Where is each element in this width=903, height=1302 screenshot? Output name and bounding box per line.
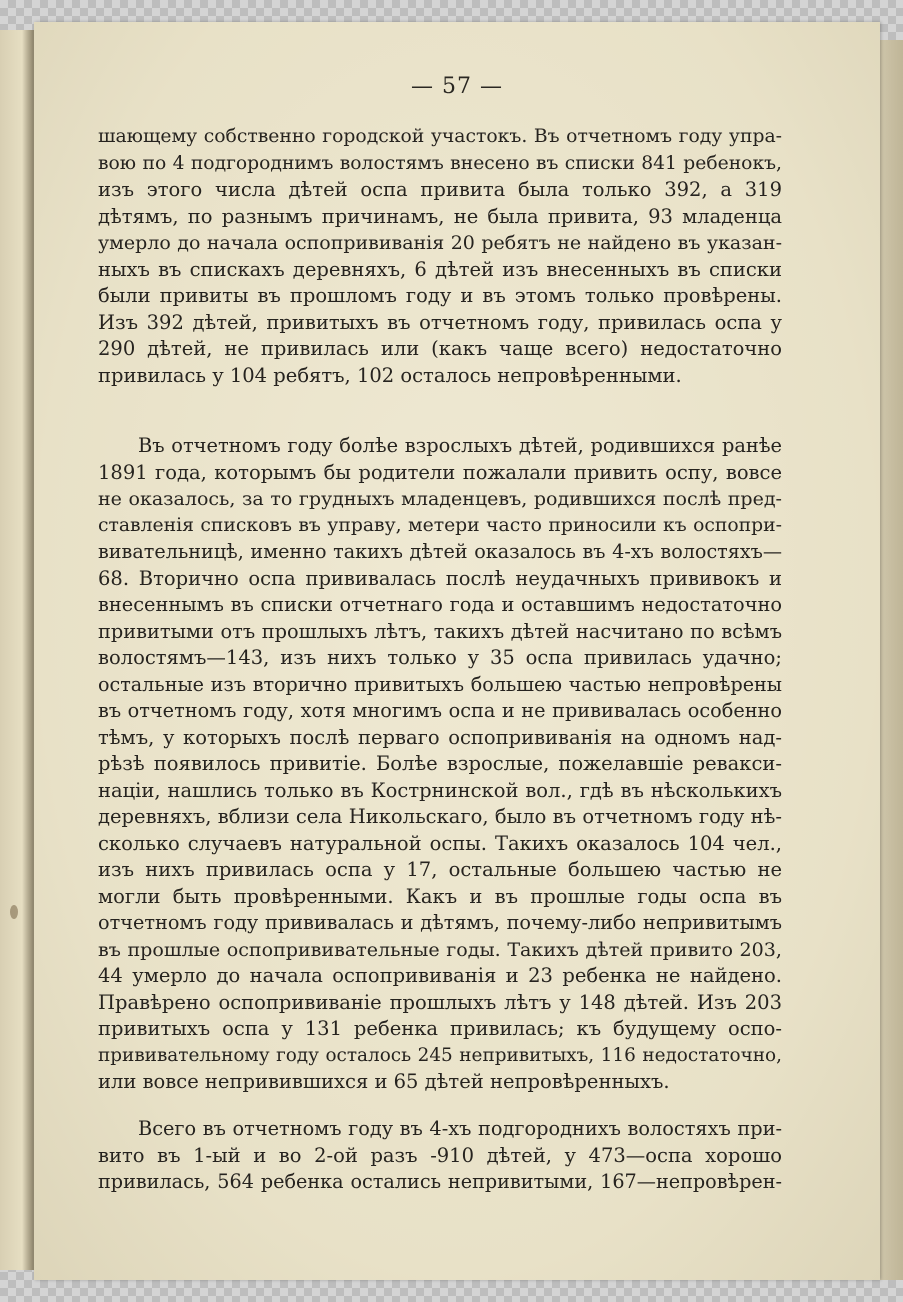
paper-stain [10, 905, 18, 919]
text-line: изъ нихъ привилась оспа у 17, остальные большею частью не [98, 858, 782, 881]
text-line: сколько случаевъ натуральной оспы. Такихъ оказалось 104 чел., [98, 831, 782, 855]
text-line: вою по 4 подгороднимъ волостямъ внесено въ списки 841 ребенокъ, [98, 152, 782, 174]
text-line: умерло до начала оспопрививанія 20 ребятъ не найдено въ указан- [98, 232, 782, 254]
text-line: 68. Вторично оспа прививалась послѣ неудачныхъ прививокъ и [98, 566, 782, 590]
text-line: деревняхъ, вблизи села Никольскаго, было въ отчетномъ году нѣ- [98, 805, 782, 828]
paragraph-2 [98, 433, 782, 1096]
text-line: внесеннымъ въ списки отчетнаго года и оставшимъ недостаточно [98, 593, 782, 616]
text-line: Изъ 392 дѣтей, привитыхъ въ отчетномъ году, привилась оспа у [98, 310, 782, 334]
text-line: привилась, 564 ребенка остались непривитыми, 167—непровѣрен- [98, 1170, 782, 1193]
text-line: вито въ 1-ый и во 2-ой разъ -910 дѣтей, у 473—оспа хорошо [98, 1143, 782, 1167]
text-line: прививательному году осталось 245 непривитыхъ, 116 недостаточно, [98, 1044, 782, 1066]
text-line: 290 дѣтей, не привилась или (какъ чаще всего) недостаточно [98, 337, 782, 360]
text-line: привилась у 104 ребятъ, 102 осталось непровѣренными. [98, 363, 682, 387]
text-line: 44 умерло до начала оспопрививанія и 23 ребенка не найдено. [98, 964, 782, 987]
text-line: шающему собственно городской участокъ. Въ отчетномъ году упра- [98, 126, 782, 147]
text-line: не оказалось, за то грудныхъ младенцевъ, родившихся послѣ пред- [98, 488, 782, 510]
text-line: ставленія списковъ въ управу, метери часто приносили къ оспопри- [98, 514, 782, 536]
text-line: отчетномъ году прививалась и дѣтямъ, почему-либо непривитымъ [98, 911, 782, 934]
book-page [34, 22, 880, 1280]
text-line: были привиты въ прошломъ году и въ этомъ только провѣрены. [98, 284, 782, 307]
text-line: волостямъ—143, изъ нихъ только у 35 оспа привилась удачно; [98, 646, 782, 669]
text-line: могли быть провѣренными. Какъ и въ прошлые годы оспа въ [98, 884, 782, 908]
text-line: въ отчетномъ году, хотя многимъ оспа и не прививалась особенно [98, 699, 782, 722]
paragraph-1 [98, 124, 782, 389]
text-line: или вовсе непривившихся и 65 дѣтей непровѣренныхъ. [98, 1070, 670, 1093]
text-line: Всего въ отчетномъ году въ 4-хъ подгороднихъ волостяхъ при- [138, 1117, 782, 1140]
text-line: тѣмъ, у которыхъ послѣ перваго оспопрививанія на одномъ над- [98, 725, 782, 749]
text-line: изъ этого числа дѣтей оспа привита была только 392, а 319 [98, 178, 782, 201]
text-line: привитыхъ оспа у 131 ребенка привилась; къ будущему оспо- [98, 1017, 782, 1040]
text-line: 1891 года, которымъ бы родители пожалали привить оспу, вовсе [98, 460, 782, 484]
text-line: вивательницѣ, именно такихъ дѣтей оказалось въ 4-хъ волостяхъ— [98, 540, 782, 563]
text-line: Въ отчетномъ году болѣе взрослыхъ дѣтей, родившихся ранѣе [138, 434, 782, 457]
text-line: націи, нашлись только въ Кострнинской вол., гдѣ въ нѣсколькихъ [98, 778, 782, 802]
text-line: дѣтямъ, по разнымъ причинамъ, не была привита, 93 младенца [98, 204, 782, 228]
text-line: въ прошлые оспопрививательные годы. Такихъ дѣтей привито 203, [98, 938, 782, 961]
text-line: рѣзѣ появилось привитіе. Болѣе взрослые, пожелавшіе ревакси- [98, 752, 782, 775]
page-number: — 57 — [411, 74, 503, 99]
text-line: привитыми отъ прошлыхъ лѣтъ, такихъ дѣтей насчитано по всѣмъ [98, 619, 782, 643]
text-line: ныхъ въ спискахъ деревняхъ, 6 дѣтей изъ внесенныхъ въ списки [98, 257, 782, 281]
text-line: остальные изъ вторично привитыхъ большею частью непровѣрены [98, 672, 782, 696]
paragraph-3 [98, 1116, 782, 1196]
text-line: Правѣрено оспопрививаніе прошлыхъ лѣтъ у 148 дѣтей. Изъ 203 [98, 990, 782, 1014]
